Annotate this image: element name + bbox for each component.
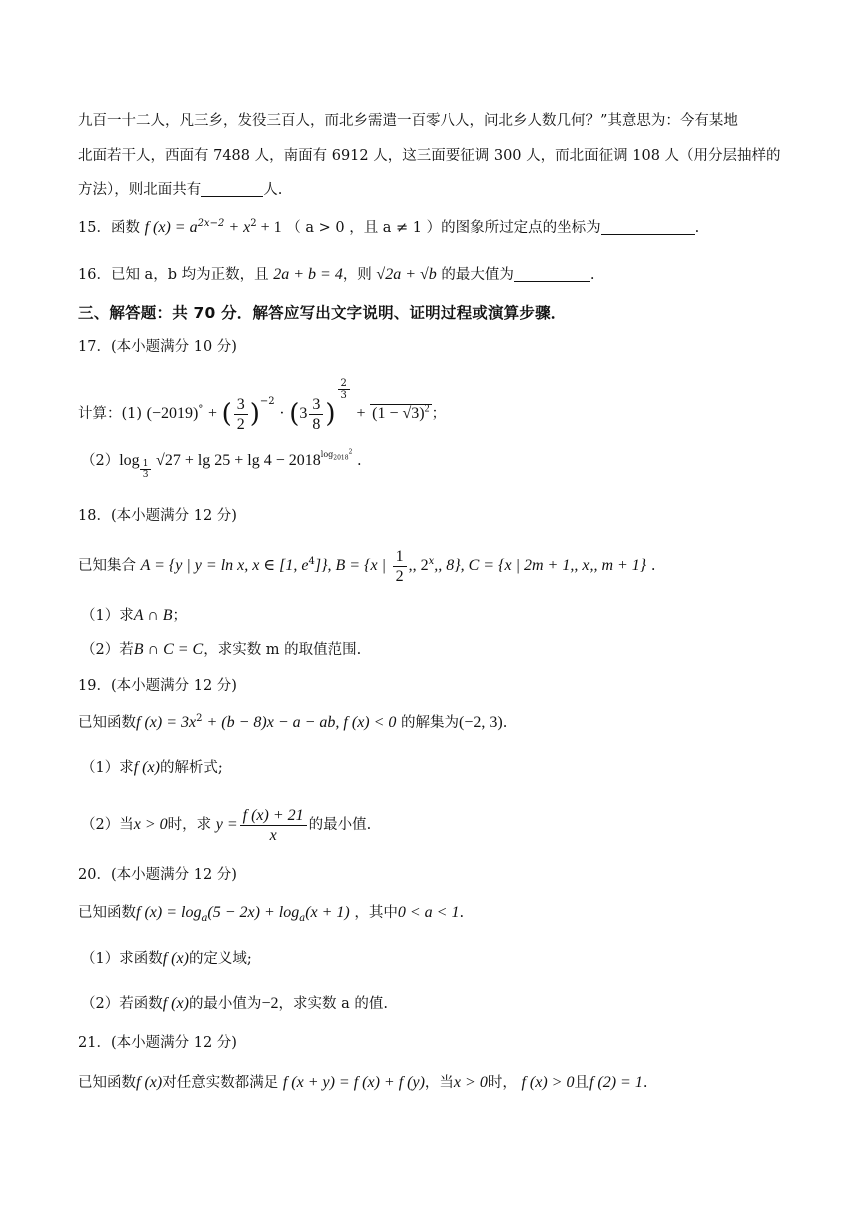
q18-end: . (650, 558, 656, 574)
q20-expr2: (5 − 2x) + log (207, 904, 300, 921)
q19-expr2: + (b − 8)x − a − ab, f (x) < 0 (202, 714, 397, 731)
q19-q2 (81, 800, 801, 850)
q20-header: 20．(本小题满分 12 分) (78, 867, 237, 883)
p14-line3 (78, 180, 798, 200)
p14-end: 人. (263, 182, 283, 198)
q20-q2-label: （2）若函数 (81, 996, 163, 1012)
q17-part2: （2）log $\frac{1}{3}$ $√27 + \lg 25 + \lg 4 - 2018^{log_{2018}^2}$ . (81, 448, 362, 480)
q20-cond: 0 < a < 1 (397, 904, 460, 921)
q21-expr: f (x) (136, 1074, 163, 1091)
q18-q1 (81, 606, 801, 626)
p16-cond: 2a + b = 4 (273, 266, 343, 283)
p16-text1: a，b 均为正数，且 (139, 267, 269, 283)
problem-15 (78, 218, 798, 238)
q18-setC: ,, 8}, C = {x | 2m + 1,, x,, m + 1} (434, 557, 647, 574)
p16-num: 16．已知 (78, 267, 140, 283)
q21-given-text: 已知函数 (78, 1075, 136, 1091)
problem-16 (78, 265, 798, 285)
q17-end1: ； (431, 406, 447, 422)
q18-setB-open: ]}, B = {x | (314, 557, 386, 574)
q19-q1-label: （1）求 (81, 760, 134, 776)
q19-q2-cond: x > 0 (133, 816, 168, 833)
q17-log-base: $\frac{1}{3}$ (140, 459, 152, 480)
q19-q2-y: y = (215, 816, 238, 833)
q21-text3: 时， (487, 1075, 517, 1091)
p16-end: . (589, 267, 595, 283)
q21-cond3: f (2) = 1 (588, 1074, 643, 1091)
q17-log: log (119, 452, 140, 469)
q19-q1-end: 的解析式; (159, 760, 223, 776)
q20-q2 (81, 994, 801, 1014)
q21-text2: ，当 (424, 1075, 454, 1091)
q17-frac-exp: $\frac{2}{3}$ (338, 378, 350, 401)
q17-part2-expr: √27 + lg 25 + lg 4 − 2018 (156, 452, 321, 469)
p15-cond: （ a > 0 ，且 a ≠ 1 ）的图象所过定点的坐标为 (286, 220, 601, 236)
q18-header: 18．(本小题满分 12 分) (78, 508, 237, 524)
answer-blank-16[interactable] (514, 265, 590, 282)
q20-q1-label: （1）求函数 (81, 951, 163, 967)
q20-q2-expr: f (x) (162, 995, 189, 1012)
q20-q2-end: ，求实数 a 的值. (278, 996, 388, 1012)
q17-part1: 计算：(1) (−2019)° + ( $\frac{3}{2}$ )$^{-2}$ · (3 $\frac{3}{8}$ ) $\frac{2}{3}$ + $(1 - √3)^2$ ； (78, 378, 447, 433)
p14-line1: 九百一十二人，凡三乡，发役三百人，而北乡需遣一百零八人，问北乡人数几何？”其意思为：今有某地 (78, 113, 738, 129)
answer-blank-14[interactable] (201, 180, 263, 197)
q17-frac2: $\frac{3}{8}$ (309, 395, 323, 434)
q19-q2-label: （2）当 (81, 817, 134, 833)
q21-cond: x > 0 (453, 1074, 488, 1091)
q20-expr3: (x + 1) (305, 904, 350, 921)
p15-exp: 2x−2 (197, 218, 225, 230)
q18-setA: A = {y | y = ln x, x ∈ [1, e (140, 557, 309, 574)
p15-expr2: + x (224, 219, 251, 236)
p15-exp2: 2 (250, 218, 257, 230)
q17-header: 17．(本小题满分 10 分) (78, 339, 237, 355)
q18-given: 已知集合 A = {y | y = ln x, x ∈ [1, $e^4$]}, B = {x | $\frac{1}{2}$ ,, 2$^x$,, 8}, C = {x | 2m + 1,, x,, m + 1} . (78, 547, 656, 585)
q17-part2-label: （2） (81, 453, 120, 469)
q21-given (78, 1073, 798, 1093)
q21-text4: 且 (574, 1075, 589, 1091)
q19-expr: f (x) = 3x (136, 714, 197, 731)
q18-setB-frac: $\frac{1}{2}$ (393, 547, 407, 586)
q19-text: 的解集为 (401, 715, 460, 731)
q21-expr2: f (x + y) = f (x) + f (y) (282, 1074, 425, 1091)
p16-text2: ，则 (342, 267, 372, 283)
q20-given-text: 已知函数 (78, 905, 136, 921)
q19-end: . (502, 715, 508, 731)
q18-q2-end: ，求实数 m 的取值范围. (203, 642, 362, 658)
q21-end: . (642, 1075, 648, 1091)
p15-end: . (694, 220, 700, 236)
q17-mixed-int: 3 (299, 405, 308, 422)
q17-term1-exp: ° (198, 404, 204, 416)
q18-q1-expr: A ∩ B (133, 607, 173, 624)
p16-expr: √2a + √b (376, 266, 437, 283)
q21-header: 21．(本小题满分 12 分) (78, 1035, 237, 1051)
p14-line2: 北面若干人，西面有 7488 人，南面有 6912 人，这三面要征调 300 人，而北面征调 108 人（用分层抽样的 (78, 148, 781, 164)
section-3-heading: 三、解答题：共 70 分．解答应写出文字说明、证明过程或演算步骤． (78, 304, 567, 322)
q19-q1 (81, 758, 801, 778)
q17-frac1: $\frac{3}{2}$ (234, 395, 248, 434)
q18-q1-end: ； (172, 608, 188, 624)
q20-q2-text: 的最小值为 (188, 996, 262, 1012)
q17-end2: . (357, 453, 362, 469)
q18-setB-rest: ,, 2 (408, 557, 429, 574)
q19-q2-end: 的最小值. (308, 817, 372, 833)
p15-num: 15．函数 (78, 220, 140, 236)
q19-interval: (−2, 3) (459, 714, 503, 731)
q19-given-text: 已知函数 (78, 715, 136, 731)
q20-q2-val: −2 (261, 995, 279, 1012)
q20-q1-end: 的定义域; (188, 951, 252, 967)
q19-q1-expr: f (x) (133, 759, 160, 776)
q17-calc-label: 计算：(1) (78, 406, 143, 422)
q17-term1: (−2019) (146, 405, 199, 422)
q19-q2-text: 时，求 (167, 817, 212, 833)
q21-cond2: f (x) > 0 (521, 1074, 575, 1091)
q19-header: 19．(本小题满分 12 分) (78, 678, 237, 694)
q20-end: . (459, 905, 465, 921)
q18-q2-expr: B ∩ C = C (133, 641, 204, 658)
answer-blank-15[interactable] (601, 218, 695, 235)
q20-expr: f (x) = log (136, 904, 202, 921)
p15-expr: f (x) = a (144, 219, 198, 236)
q18-q2-label: （2）若 (81, 642, 134, 658)
q20-given: 已知函数f $(x) = \log_a(5 - 2x) + \log_a(x + 1)$ ，其中0 < a < 1. (78, 904, 465, 924)
q20-q1-expr: f (x) (162, 950, 189, 967)
p14-text: 方法），则北面共有 (78, 182, 202, 198)
q20-text: ，其中 (354, 905, 398, 921)
q21-text1: 对任意实数都满足 (162, 1075, 279, 1091)
q20-q1 (81, 949, 801, 969)
p15-expr3: + 1 (256, 219, 282, 236)
p16-text3: 的最大值为 (441, 267, 514, 283)
q17-sqrt: $(1 - √3)^2$ (372, 403, 430, 422)
q19-given: 已知函数f $(x) = 3x^2 + (b - 8)x - a$ − ab, f (x) < 0 的解集为(−2, 3). (78, 713, 508, 731)
q19-q2-frac: $\frac{f (x) + 21}{x}$ (240, 806, 307, 845)
q18-given-text: 已知集合 (78, 558, 136, 574)
q18-q1-label: （1）求 (81, 608, 134, 624)
q17-term2-exp: −2 (259, 396, 275, 407)
q18-q2 (81, 640, 801, 660)
